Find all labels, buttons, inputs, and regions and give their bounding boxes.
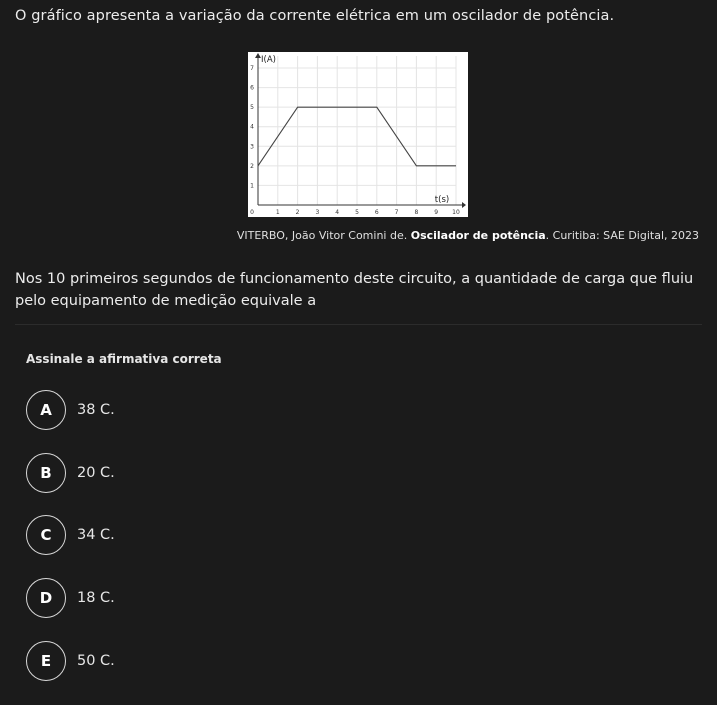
option-a[interactable] (26, 389, 115, 431)
x-tick-label: 9 (434, 209, 439, 216)
x-tick-label: 5 (355, 209, 359, 216)
x-axis-label: t(s) (434, 195, 450, 205)
option-letter-badge[interactable]: B (26, 453, 66, 493)
x-tick-label: 6 (374, 209, 379, 216)
y-tick-label: 7 (250, 65, 254, 72)
option-letter-badge[interactable]: E (26, 641, 66, 681)
current-chart-svg (248, 52, 468, 217)
option-text[interactable]: 50 C. (77, 653, 115, 669)
option-text[interactable]: 38 C. (77, 402, 115, 418)
option-text[interactable]: 20 C. (77, 465, 115, 481)
current-chart (248, 52, 468, 217)
citation-author: VITERBO, João Vitor Comini de. (236, 229, 411, 242)
y-tick-label: 6 (250, 84, 254, 92)
x-tick-label: 2 (295, 209, 300, 216)
x-tick-label: 4 (335, 209, 340, 216)
y-tick-label: 1 (250, 182, 254, 190)
citation-publisher: . Curitiba: SAE Digital, 2023 (545, 229, 699, 242)
question-text: Nos 10 primeiros segundos de funcionamento deste circuito, a quantidade de carga que fluiu pelo equipamento de medição equivale a (15, 271, 694, 309)
x-tick-label: 1 (275, 209, 280, 216)
x-tick-label: 0 (250, 209, 254, 216)
y-tick-label: 2 (250, 162, 254, 170)
x-tick-label: 10 (452, 209, 460, 216)
x-tick-label: 3 (315, 209, 320, 216)
citation-title: Oscilador de potência (410, 229, 546, 242)
y-axis-label: I(A) (261, 55, 276, 65)
instruction-label: Assinale a afirmativa correta (26, 352, 222, 366)
option-e[interactable] (26, 640, 115, 682)
option-letter-badge[interactable]: D (26, 578, 66, 618)
x-tick-label: 7 (394, 209, 399, 216)
y-tick-label: 3 (250, 143, 254, 151)
option-text[interactable]: 34 C. (77, 527, 115, 543)
x-tick-label: 8 (414, 209, 419, 216)
divider (15, 324, 702, 325)
y-tick-label: 5 (250, 104, 254, 112)
option-c[interactable] (26, 514, 115, 556)
x-axis-arrow (462, 202, 466, 208)
option-d[interactable] (26, 577, 115, 619)
option-letter-badge[interactable]: C (26, 515, 66, 555)
citation (237, 229, 699, 242)
question-intro: O gráfico apresenta a variação da corrente elétrica em um oscilador de potência. (15, 8, 615, 24)
option-b[interactable] (26, 452, 115, 494)
y-tick-label: 4 (250, 123, 254, 131)
option-letter-badge[interactable]: A (26, 390, 66, 430)
option-text[interactable]: 18 C. (77, 590, 115, 606)
